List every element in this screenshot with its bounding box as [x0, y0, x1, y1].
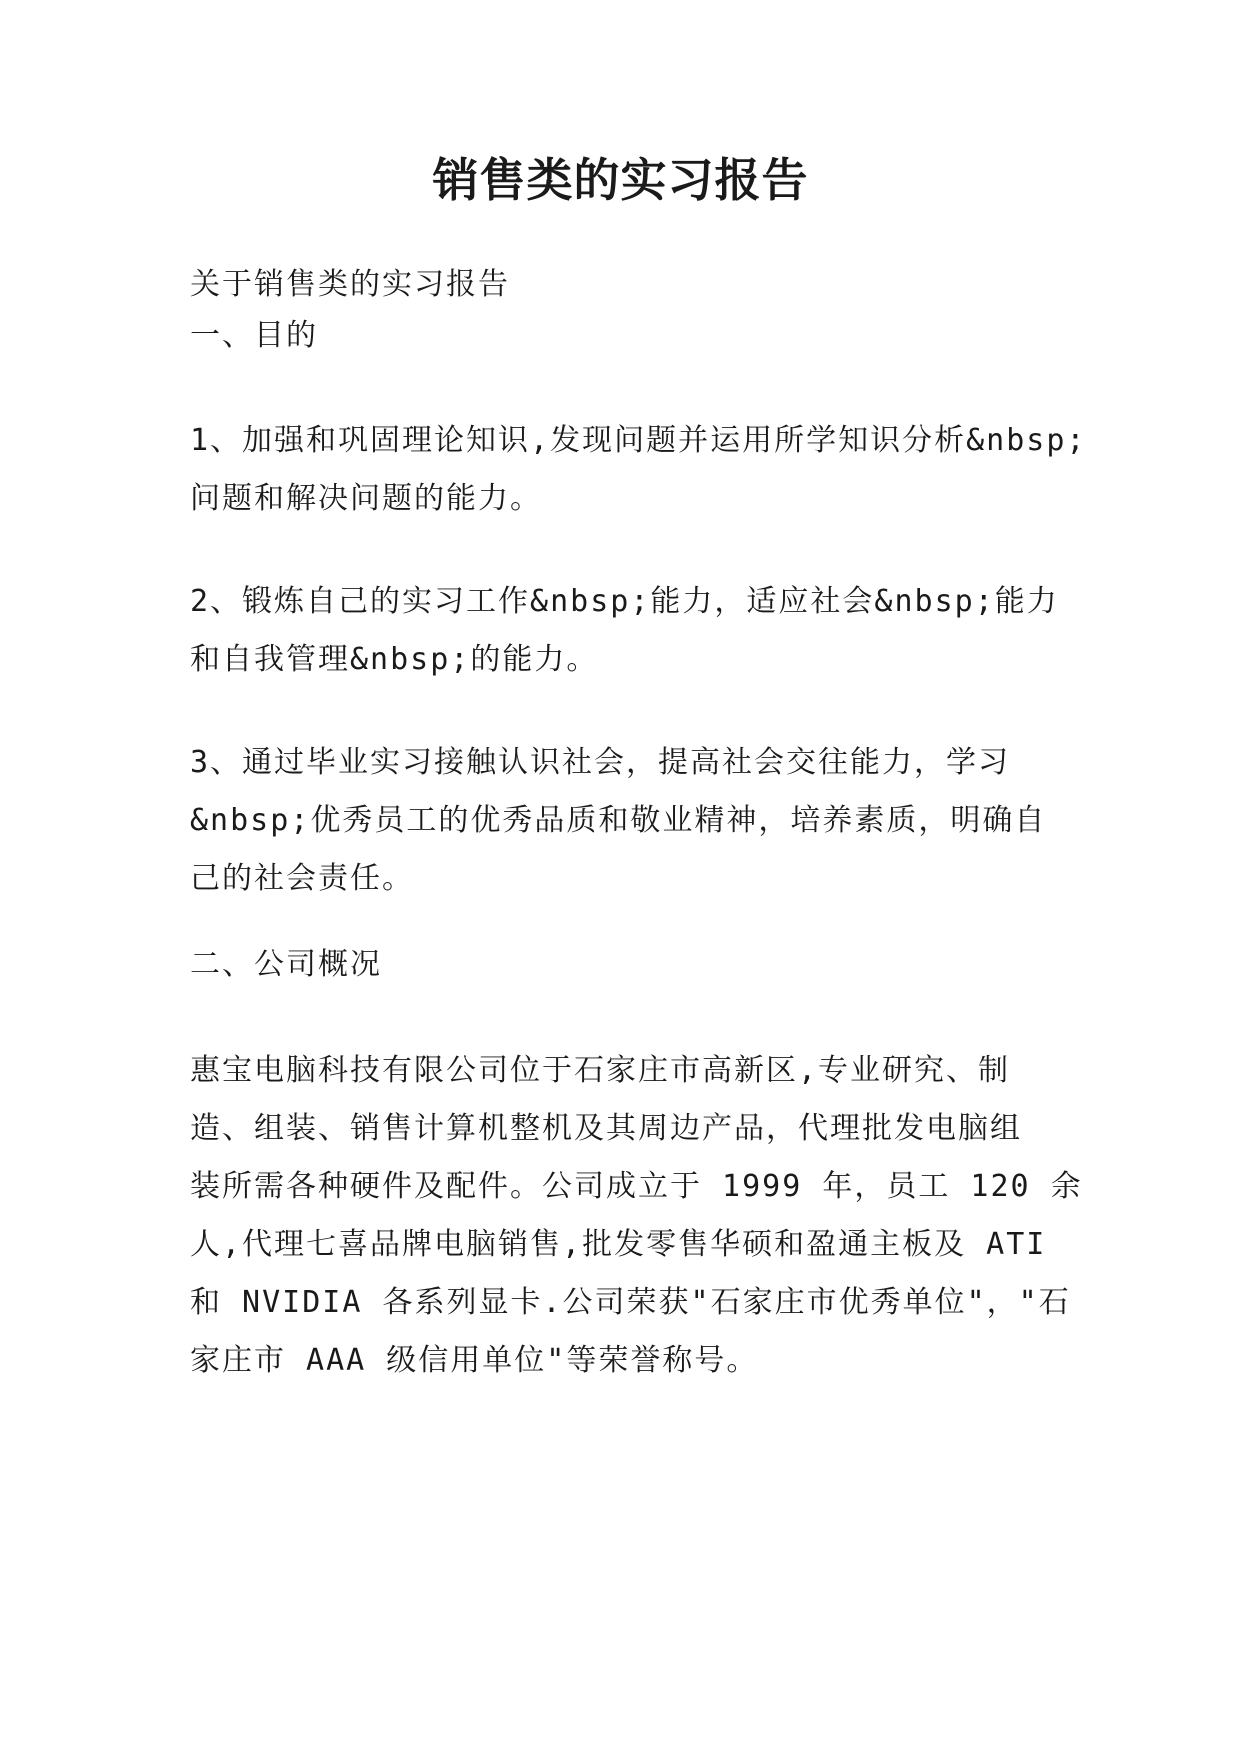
paragraph-line: 惠宝电脑科技有限公司位于石家庄市高新区,专业研究、制 [190, 1053, 1011, 1088]
paragraph-line: 己的社会责任。 [190, 861, 414, 896]
section2-paragraph [190, 1042, 1083, 1390]
section-heading: 二、公司概况 [190, 947, 382, 982]
section1-heading [190, 307, 1060, 365]
section-heading: 一、目的 [190, 318, 318, 353]
paragraph-line: 造、组装、销售计算机整机及其周边产品，代理批发电脑组 [190, 1111, 1022, 1146]
paragraph-line: 3、通过毕业实习接触认识社会，提高社会交往能力，学习 [190, 745, 1011, 780]
paragraph-line: 家庄市 AAA 级信用单位"等荣誉称号。 [190, 1343, 759, 1378]
document-subtitle [190, 256, 1060, 314]
section1-item-1 [190, 412, 1087, 528]
paragraph-line: 和 NVIDIA 各系列显卡.公司荣获"石家庄市优秀单位"，"石 [190, 1285, 1071, 1320]
paragraph-line: 和自我管理&nbsp;的能力。 [190, 642, 599, 677]
paragraph-line: 装所需各种硬件及配件。公司成立于 1999 年，员工 120 余 [190, 1169, 1083, 1204]
paragraph-line: 人,代理七喜品牌电脑销售,批发零售华硕和盈通主板及 ATI [190, 1227, 1047, 1262]
subtitle-line: 关于销售类的实习报告 [190, 267, 510, 302]
section2-heading [190, 936, 1060, 994]
document-title: 销售类的实习报告 [432, 153, 809, 207]
section1-item-2 [190, 573, 1060, 689]
paragraph-line: 1、加强和巩固理论知识,发现问题并运用所学知识分析&nbsp; [190, 423, 1087, 458]
paragraph-line: 问题和解决问题的能力。 [190, 481, 542, 516]
paragraph-line: 2、锻炼自己的实习工作&nbsp;能力，适应社会&nbsp;能力 [190, 584, 1059, 619]
paragraph-line: &nbsp;优秀员工的优秀品质和敬业精神，培养素质，明确自 [190, 803, 1047, 838]
section1-item-3 [190, 734, 1060, 908]
